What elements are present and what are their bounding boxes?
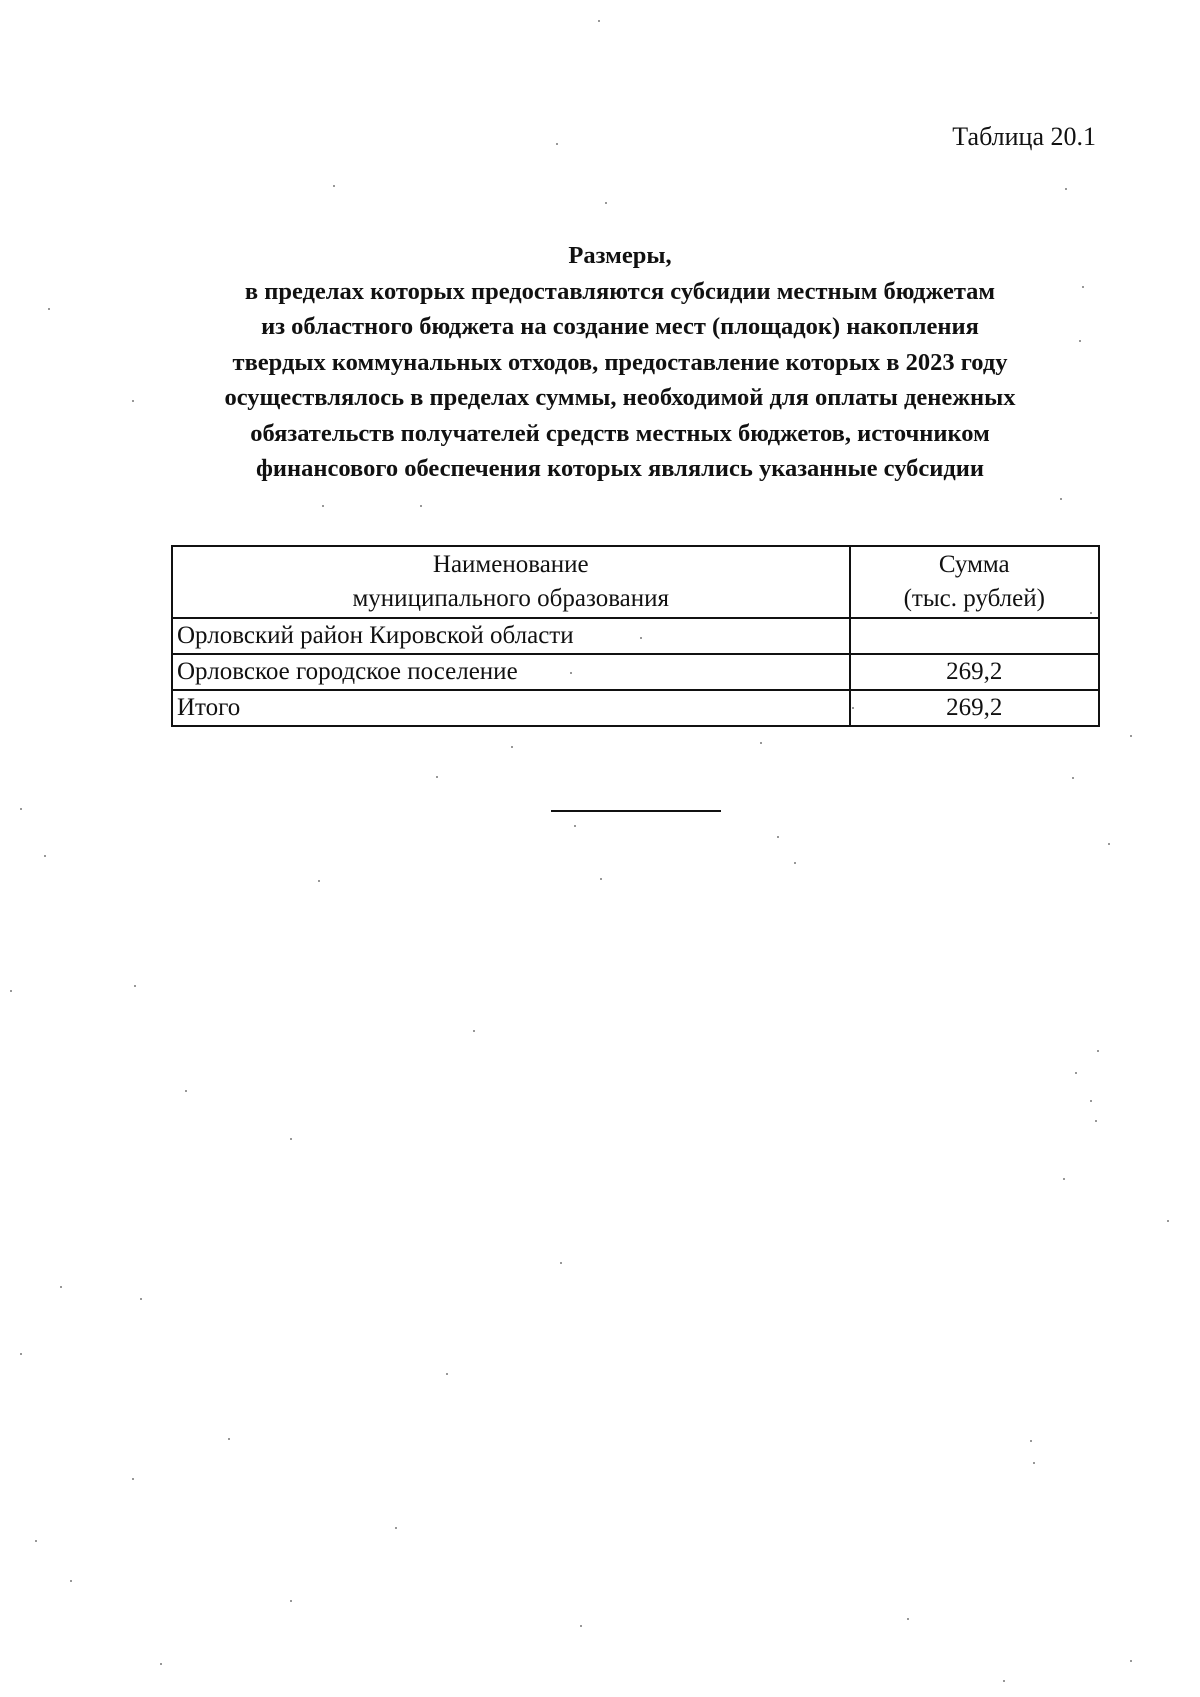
table-cell-sum: 269,2: [850, 690, 1099, 726]
scan-speck: [290, 1138, 292, 1140]
scan-speck: [605, 202, 607, 204]
scan-speck: [598, 20, 600, 22]
scan-speck: [560, 1262, 562, 1264]
scan-speck: [1079, 340, 1081, 342]
scan-speck: [132, 400, 134, 402]
scan-speck: [473, 1030, 475, 1032]
scan-speck: [556, 143, 558, 145]
scan-speck: [1033, 1462, 1035, 1464]
scan-speck: [1063, 1178, 1065, 1180]
scan-speck: [1090, 612, 1092, 614]
table-header-row: [172, 546, 1099, 618]
scan-speck: [1060, 498, 1062, 500]
table-row: [172, 654, 1099, 690]
heading-line: обязательств получателей средств местных бюджетов, источником: [250, 419, 990, 447]
scan-speck: [760, 742, 762, 744]
scan-speck: [35, 1540, 37, 1542]
scan-speck: [907, 1618, 909, 1620]
scan-speck: [322, 505, 324, 507]
heading-line: Размеры,: [568, 242, 672, 269]
scan-speck: [333, 185, 335, 187]
scan-speck: [60, 1286, 62, 1288]
heading-line: осуществлялось в пределах суммы, необходимой для оплаты денежных: [224, 384, 1016, 411]
heading-line: в пределах которых предоставляются субсидии местным бюджетам: [244, 277, 996, 305]
scan-speck: [1097, 1050, 1099, 1052]
scan-speck: [852, 707, 854, 709]
scan-speck: [1130, 735, 1132, 737]
column-header-sum-line: (тыс. рублей): [903, 585, 1045, 612]
scan-speck: [1030, 1440, 1032, 1442]
scan-speck: [1075, 1072, 1077, 1074]
table-cell-name: Орловское городское поселение: [172, 654, 850, 690]
scan-speck: [1167, 1220, 1169, 1222]
scan-speck: [794, 862, 796, 864]
table-row: [172, 618, 1099, 654]
scan-speck: [132, 1478, 134, 1480]
table-cell-name: Орловский район Кировской области: [172, 618, 850, 654]
scan-speck: [511, 746, 513, 748]
column-header-sum: [850, 546, 1099, 618]
scan-speck: [1072, 777, 1074, 779]
column-header-sum-line: Сумма: [938, 551, 1010, 578]
scan-speck: [134, 985, 136, 987]
scan-speck: [600, 878, 602, 880]
column-header-name: [172, 546, 850, 618]
scan-speck: [574, 825, 576, 827]
scan-speck: [228, 1438, 230, 1440]
end-rule: [551, 810, 721, 812]
scan-speck: [48, 308, 50, 310]
column-header-name-line: Наименование: [432, 551, 589, 578]
table-cell-sum: [850, 618, 1099, 654]
scan-speck: [20, 808, 22, 810]
scan-speck: [44, 855, 46, 857]
scan-speck: [777, 836, 779, 838]
table-cell-sum: 269,2: [850, 654, 1099, 690]
scan-speck: [570, 672, 572, 674]
scan-speck: [395, 1527, 397, 1529]
scan-speck: [1003, 1680, 1005, 1682]
table-cell-name: Итого: [172, 690, 850, 726]
table-number: Таблица 20.1: [952, 122, 1096, 151]
scan-speck: [640, 637, 642, 639]
scan-speck: [160, 1663, 162, 1665]
scan-speck: [140, 1298, 142, 1300]
scan-speck: [10, 990, 12, 992]
scan-speck: [1082, 286, 1084, 288]
scan-speck: [318, 880, 320, 882]
subsidy-table: [171, 545, 1100, 727]
scan-speck: [290, 1600, 292, 1602]
scan-speck: [1130, 1660, 1132, 1662]
scan-speck: [1095, 1120, 1097, 1122]
heading-line: из областного бюджета на создание мест (площадок) накопления: [261, 313, 979, 340]
scan-speck: [580, 1625, 582, 1627]
table-total-row: [172, 690, 1099, 726]
scan-speck: [1065, 188, 1067, 190]
scan-speck: [70, 1580, 72, 1582]
scan-speck: [446, 1373, 448, 1375]
heading-line: твердых коммунальных отходов, предоставление которых в 2023 году: [232, 348, 1008, 376]
document-heading: [140, 238, 1100, 487]
scan-speck: [20, 1353, 22, 1355]
scan-speck: [185, 1090, 187, 1092]
column-header-name-line: муниципального образования: [352, 585, 670, 612]
scan-speck: [420, 505, 422, 507]
scan-speck: [1090, 1100, 1092, 1102]
heading-line: финансового обеспечения которых являлись указанные субсидии: [255, 455, 984, 482]
scan-speck: [1108, 843, 1110, 845]
scan-speck: [436, 776, 438, 778]
